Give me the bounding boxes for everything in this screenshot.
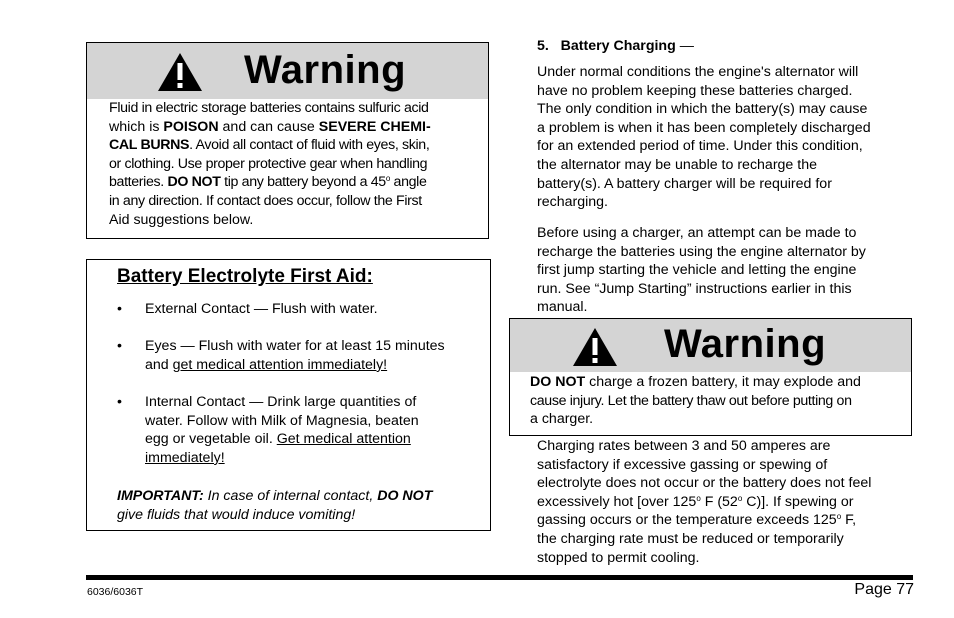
item-text: External Contact — Flush with water.: [145, 301, 378, 317]
emphasis-burns: CAL BURNS: [109, 137, 190, 154]
note-line: give fluids that would induce vomiting!: [117, 506, 356, 523]
paragraph-line: battery(s). A battery charger will be required for: [537, 175, 832, 192]
paragraph-line: [537, 493, 907, 512]
paragraph-line: The only condition in which the battery(s) may cause: [537, 101, 868, 118]
warning-box-frozen: [509, 318, 912, 436]
paragraph-charging-rates: [537, 437, 907, 567]
paragraph-charging-intro: [537, 63, 907, 212]
item-text: Internal Contact — Drink large quantities of: [145, 393, 417, 410]
text-run: and: [145, 356, 173, 373]
warning-text: [530, 373, 902, 429]
paragraph-line: recharging.: [537, 194, 608, 211]
warning-line: [109, 173, 469, 192]
underlined-text: get medical attention immediately!: [172, 356, 388, 373]
text-run: F,: [841, 512, 857, 529]
item-text: Eyes — Flush with water for at least 15 minutes: [145, 338, 445, 355]
first-aid-list: [117, 300, 477, 467]
text-run: excessively hot [over 125: [537, 493, 697, 510]
degree-mark: o: [836, 512, 842, 522]
warning-header: [87, 43, 488, 99]
item-text: water. Follow with Milk of Magnesia, beaten: [145, 412, 419, 429]
paragraph-line: Before using a charger, an attempt can be made to: [537, 225, 857, 241]
item-text: [145, 449, 477, 468]
warning-text: [109, 99, 469, 229]
text-run: which is: [109, 118, 164, 135]
warning-line: cause injury. Let the battery thaw out before putting on: [530, 392, 852, 409]
emphasis-poison: POISON: [163, 118, 219, 135]
bullet: •: [117, 301, 122, 317]
paragraph-line: the alternator may be unable to recharge the: [537, 156, 817, 173]
first-aid-title: Battery Electrolyte First Aid:: [117, 266, 373, 287]
emphasis-do-not: DO NOT: [377, 488, 433, 504]
paragraph-line: the charging rate must be reduced or temporarily: [537, 530, 844, 547]
text-run: gassing occurs or the temperature exceeds 125: [537, 512, 837, 529]
note-line: [117, 487, 477, 506]
paragraph-line: stopped to permit cooling.: [537, 549, 700, 566]
text-run: C)]. If spewing or: [742, 493, 854, 510]
warning-line: [530, 373, 902, 392]
model-number: 6036/6036T: [87, 586, 144, 598]
text-run: In case of internal contact,: [203, 488, 378, 504]
section-title: Battery Charging: [560, 38, 676, 54]
paragraph-line: for an extended period of time. Under this condition,: [537, 138, 863, 155]
paragraph-line: have no problem keeping these batteries charged.: [537, 82, 853, 99]
bullet: •: [117, 393, 122, 410]
bullet: •: [117, 338, 122, 355]
warning-line: [109, 136, 469, 155]
warning-line: Fluid in electric storage batteries contains sulfuric acid: [109, 100, 429, 116]
section-heading: [537, 37, 907, 56]
text-run: and can cause: [218, 118, 319, 135]
paragraph-line: first jump starting the vehicle and letting the engine: [537, 262, 857, 279]
warning-title: Warning: [664, 322, 826, 366]
emphasis-do-not: DO NOT: [167, 174, 221, 191]
text-run: batteries.: [109, 174, 168, 191]
warning-line: or clothing. Use proper protective gear when handling: [109, 155, 428, 172]
text-run: F (52: [700, 493, 738, 510]
paragraph-line: recharge the batteries using the engine alternator by: [537, 243, 866, 260]
warning-line: Aid suggestions below.: [109, 211, 254, 228]
important-label: IMPORTANT:: [117, 488, 204, 504]
warning-header: [510, 319, 911, 372]
warning-triangle-icon: [157, 52, 203, 92]
warning-line: [109, 118, 469, 137]
list-item: [117, 300, 477, 319]
paragraph-line: electrolyte does not occur or the battery does not feel: [537, 475, 872, 492]
paragraph-jump-start: [537, 224, 907, 317]
first-aid-box: [86, 259, 491, 531]
item-text: [145, 356, 477, 375]
text-run: egg or vegetable oil.: [145, 431, 277, 448]
warning-line: in any direction. If contact does occur, follow the First: [109, 192, 422, 209]
paragraph-line: run. See “Jump Starting” instructions earlier in this: [537, 280, 852, 297]
degree-mark: o: [737, 493, 743, 503]
warning-title: Warning: [244, 48, 406, 92]
text-run: . Avoid all contact of fluid with eyes, skin,: [189, 137, 430, 154]
paragraph-line: a problem is when it has been completely discharged: [537, 119, 871, 136]
paragraph-line: Under normal conditions the engine's alternator will: [537, 64, 859, 80]
degree-mark: o: [696, 493, 701, 503]
underlined-text: immediately!: [145, 449, 225, 466]
section-dash: —: [675, 38, 694, 54]
emphasis-severe: SEVERE CHEMI-: [318, 118, 431, 135]
paragraph-line: [537, 511, 907, 530]
paragraph-line: satisfactory if excessive gassing or spewing of: [537, 456, 828, 473]
important-note: [117, 487, 477, 524]
page-number: Page 77: [854, 581, 914, 598]
text-run: charge a frozen battery, it may explode and: [585, 374, 861, 390]
degree-mark: o: [385, 174, 390, 184]
footer-rule: [86, 575, 913, 580]
item-text: [145, 430, 477, 449]
warning-line: a charger.: [530, 411, 594, 428]
paragraph-line: manual.: [537, 299, 588, 316]
text-run: tip any battery beyond a 45: [220, 174, 386, 191]
list-item: [117, 393, 477, 467]
paragraph-line: Charging rates between 3 and 50 amperes are: [537, 438, 831, 454]
section-number: 5.: [537, 38, 549, 54]
emphasis-do-not: DO NOT: [530, 374, 586, 390]
list-item: [117, 337, 477, 374]
warning-triangle-icon: [572, 327, 618, 367]
underlined-text: Get medical attention: [276, 431, 411, 448]
text-run: angle: [389, 174, 427, 191]
warning-box-poison: [86, 42, 489, 239]
